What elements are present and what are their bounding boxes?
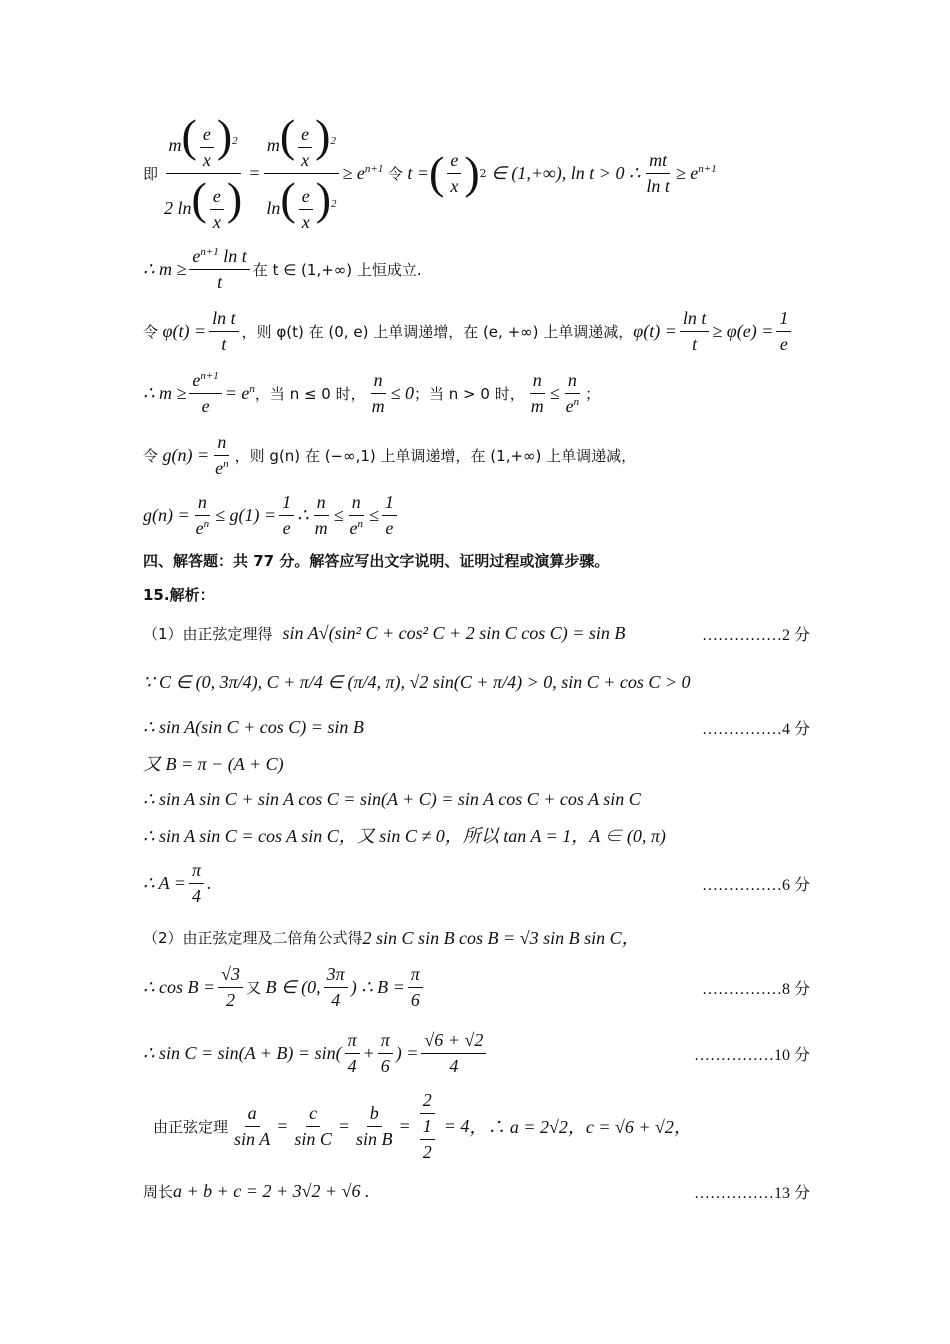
fraction: m( $\frac{e}{x}$ )$^2$ 2 ln( $\frac{e}{x}$ ) [164,110,243,232]
s12-label: 周长 [143,1182,174,1201]
line-6: g(n) = $\frac{n}{e^n}$ ≤ g(1) = $\frac{1}{e}$ ∴ $\frac{n}{m}$ ≤ $\frac{n}{e^n}$ ≤ $\frac{1}{e}$ [143,490,810,540]
s3-math: ∴ sin A(sin C + cos C) = sin B [143,716,364,737]
solution-line-7: ∴ A = $\frac{\pi}{4}$ . ……………6 分 [143,859,810,906]
line-2: ∴ m ≥ $\frac{e^{n+1} \ln t}{t}$ 在 t ∈ (1,+∞) 上恒成立. [143,245,422,292]
line-1: 即 m( $\frac{e}{x}$ )$^2$ 2 ln( $\frac{e}{x}$ ) = m( $\frac{e}{x}$ )$^2$ ln( $\frac{e}{x}$ )$^2$ ≥ $e^{n+1}$ 令 t = ( $\frac{e}{x}$ ) 2 ∈ (1,+∞), ln t > 0 ∴ $\frac{mt}{\text{ln t}}$ ≥ $e^{n+1}$ [143,110,717,232]
line-5-text: ，则 g(n) 在 (−∞,1) 上单调递增，在 (1,+∞) 上单调递减， [234,446,637,465]
section-heading: 四、解答题：共 77 分。解答应写出文字说明、证明过程或演算步骤。 [143,551,610,570]
solution-line-8 [143,924,810,950]
solution-line-11: 由正弦定理 $\frac{a}{\text{sin A}}$ = $\frac{c}{\text{sin C}}$ = $\frac{b}{\text{sin B}}$ = $\frac{2}{\frac{1}{2}}$ = 4 ，∴ a = 2√2，c = √6 + √2， [153,1089,692,1162]
score-4: ……………4 分 [701,720,810,738]
solution-line-6: ∴ sin A sin C = cos A sin C，又 sin C ≠ 0，所以 tan A = 1，A ∈ (0, π) [143,826,666,846]
s8-label: （2）由正弦定理及二倍角公式得 [143,928,363,947]
solution-line-12 [143,1178,810,1204]
s1-label: （1）由正弦定理得 [143,624,273,643]
line-4-text: ，当 n ≤ 0 时， [254,384,366,403]
solution-line-3 [143,714,810,740]
solution-line-10: ∴ sin C = sin(A + B) = sin( $\frac{\pi}{4}$ + $\frac{\pi}{6}$ ) = $\frac{√6 + √2}{4}$ ……………10 分 [143,1029,810,1076]
s11-tail: ，∴ a = 2√2，c = √6 + √2， [469,1117,692,1137]
line-5: 令 g(n) = $\frac{n}{e^n}$ ，则 g(n) 在 (−∞,1) 上单调递增，在 (1,+∞) 上单调递减， [143,431,637,478]
line-3: 令 φ(t) = $\frac{\text{ln t}}{t}$ ，则 φ(t) 在 (0, e) 上单调递增，在 (e, +∞) 上单调递减， φ(t) = $\frac{\text{ln t}}{t}$ ≥ φ(e) = $\frac{1}{e}$ [143,306,810,356]
question-15-title: 15.解析： [143,585,215,604]
s11-label: 由正弦定理 [153,1117,229,1136]
solution-line-2: ∵ C ∈ (0, 3π/4), C + π/4 ∈ (π/4, π), √2 sin(C + π/4) > 0, sin C + cos C > 0 [143,671,691,692]
line-4-text2: ；当 n > 0 时， [414,384,525,403]
solution-line-9: ∴ cos B = $\frac{√3}{2}$ 又 B ∈ (0, $\frac{3\pi}{4}$ ) ∴ B = $\frac{\pi}{6}$ ……………8 分 [143,963,810,1010]
score-2: ……………2 分 [701,626,810,644]
s1-math: sin A√(sin² C + cos² C + 2 sin C cos C) = sin B [282,622,626,643]
score-6: ……………6 分 [701,876,810,894]
fraction: m( $\frac{e}{x}$ )$^2$ ln( $\frac{e}{x}$ )$^2$ [263,113,339,233]
score-13: ……………13 分 [693,1184,810,1202]
s12-math: a + b + c = 2 + 3√2 + √6 . [173,1180,370,1201]
s8-math: 2 sin C sin B cos B = √3 sin B sin C， [362,928,640,948]
solution-line-1 [143,620,810,646]
line-2-text: 在 t ∈ (1,+∞) 上恒成立. [252,260,422,279]
score-10: ……………10 分 [693,1046,810,1064]
line-4: ∴ m ≥ $\frac{e^{n+1}}{e}$ = $e^n$ ，当 n ≤ 0 时， $\frac{n}{m}$ ≤ 0 ；当 n > 0 时， $\frac{n}{m}$ ≤ $\frac{n}{e^n}$ ； [143,369,601,416]
line-1-let: 令 [387,164,403,183]
score-8: ……………8 分 [701,980,810,998]
line-1-prefix: 即 [143,164,159,183]
line-5-let: 令 [143,446,159,465]
solution-line-5: ∴ sin A sin C + sin A cos C = sin(A + C) = sin A cos C + cos A sin C [143,788,641,809]
line-3-let: 令 [143,322,159,341]
solution-line-4: 又 B = π − (A + C) [143,754,284,774]
line-3-text: ，则 φ(t) 在 (0, e) 上单调递增，在 (e, +∞) 上单调递减， [241,322,634,341]
